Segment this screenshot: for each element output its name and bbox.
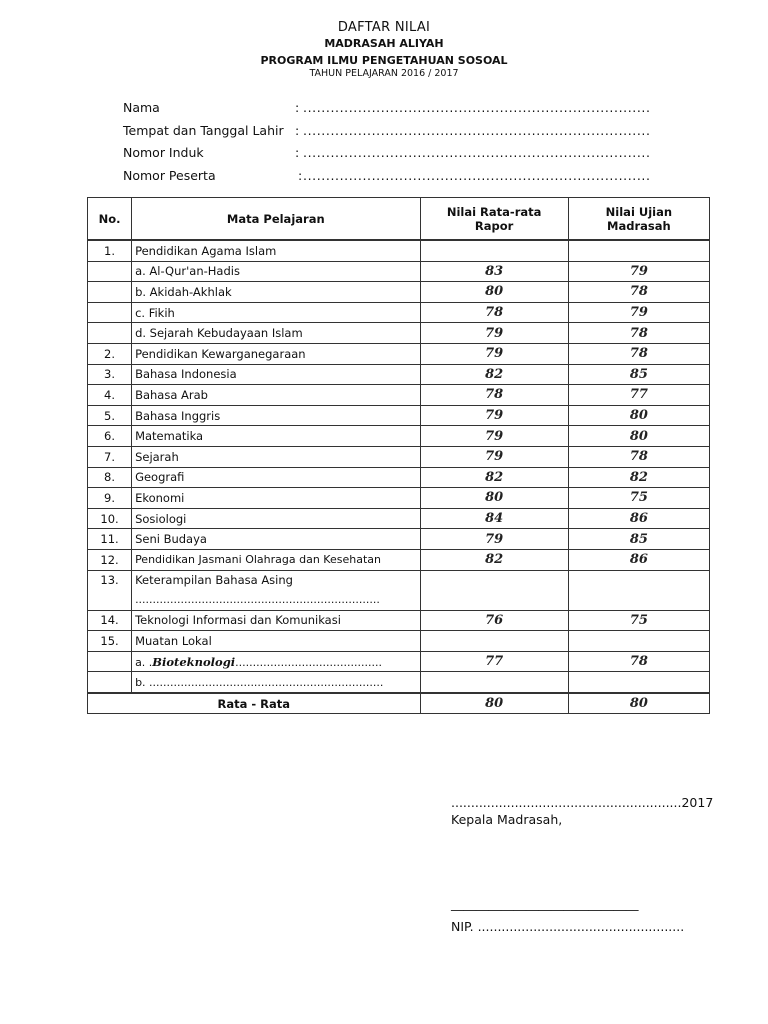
- info-blank: ............................................................................: [303, 122, 651, 138]
- table-row: [88, 549, 710, 570]
- signature-name-line: ______________________________: [451, 896, 639, 911]
- row-rapor: 84: [420, 508, 568, 529]
- row-rapor: [420, 570, 568, 590]
- row-rapor: 82: [420, 467, 568, 488]
- row-no: [88, 302, 132, 323]
- table-row: [88, 302, 710, 323]
- header-rapor-line2: Rapor: [474, 218, 514, 233]
- table-row: [88, 343, 710, 364]
- row-no: 11.: [88, 529, 132, 550]
- row-ujian: [568, 570, 709, 590]
- info-colon: :: [295, 145, 300, 160]
- row-ujian: [568, 631, 709, 652]
- average-rapor: 80: [420, 693, 568, 714]
- row-no: 8.: [88, 467, 132, 488]
- school-name: MADRASAH ALIYAH: [324, 37, 444, 50]
- row-ujian: 79: [568, 261, 709, 282]
- table-row: [88, 570, 710, 590]
- row-subject: Pendidikan Kewarganegaraan: [132, 343, 420, 364]
- row-ujian: 78: [568, 323, 709, 344]
- info-colon: :: [298, 167, 303, 183]
- row-no: 3.: [88, 364, 132, 385]
- row-rapor: 78: [420, 302, 568, 323]
- row-rapor: 78: [420, 385, 568, 406]
- info-label: Nomor Induk: [123, 145, 204, 160]
- header-rapor-line1: Nilai Rata-rata: [446, 204, 542, 219]
- header-no: No.: [88, 198, 132, 241]
- signature-title: Kepala Madrasah,: [451, 812, 563, 827]
- row-subject: Sejarah: [132, 446, 420, 467]
- info-label: Nomor Peserta: [123, 167, 216, 183]
- row-ujian: 78: [568, 343, 709, 364]
- row-subject: Ekonomi: [132, 488, 420, 509]
- average-ujian: 80: [568, 693, 709, 714]
- row-subject: [132, 651, 420, 672]
- row-no: 5.: [88, 405, 132, 426]
- row-subject: Muatan Lokal: [132, 631, 420, 652]
- table-row: [88, 467, 710, 488]
- row-rapor: 79: [420, 426, 568, 447]
- info-blank: ............................................................................: [303, 145, 651, 160]
- table-row: [88, 426, 710, 447]
- row-subject: Geografi: [132, 467, 420, 488]
- row-subject: Seni Budaya: [132, 529, 420, 550]
- info-label: Nama: [123, 100, 160, 115]
- row-subject-handwritten: Bioteknologi: [152, 654, 236, 669]
- row-rapor: 79: [420, 446, 568, 467]
- info-label: Tempat dan Tanggal Lahir: [123, 122, 284, 138]
- row-no: [88, 651, 132, 672]
- row-ujian: 86: [568, 508, 709, 529]
- row-subject: Pendidikan Agama Islam: [132, 240, 420, 261]
- row-subject: d. Sejarah Kebudayaan Islam: [132, 323, 420, 344]
- row-ujian: 75: [568, 610, 709, 631]
- row-no: 14.: [88, 610, 132, 631]
- header-ujian-line2: Madrasah: [607, 218, 671, 233]
- row-subject: Keterampilan Bahasa Asing: [132, 570, 420, 590]
- row-rapor: [420, 631, 568, 652]
- row-ujian: 85: [568, 364, 709, 385]
- row-subject-suffix: ..........................................: [235, 655, 382, 669]
- table-header-row: [88, 198, 710, 241]
- row-rapor: 83: [420, 261, 568, 282]
- row-rapor: 77: [420, 651, 568, 672]
- row-ujian: 78: [568, 282, 709, 303]
- table-row: [88, 282, 710, 303]
- header-ujian: [568, 198, 709, 241]
- row-subject: b. ...................................................................: [132, 672, 420, 693]
- table-row: [88, 508, 710, 529]
- row-rapor: 79: [420, 323, 568, 344]
- row-subject: Bahasa Arab: [132, 385, 420, 406]
- row-subject: b. Akidah-Akhlak: [132, 282, 420, 303]
- row-no: 6.: [88, 426, 132, 447]
- table-row: [88, 385, 710, 406]
- grades-table: [87, 197, 710, 714]
- row-ujian: 78: [568, 651, 709, 672]
- header-rapor: [420, 198, 568, 241]
- row-ujian: 85: [568, 529, 709, 550]
- info-blank: ............................................................................: [303, 167, 651, 183]
- table-row: [88, 631, 710, 652]
- row-subject: a. Al-Qur'an-Hadis: [132, 261, 420, 282]
- row-no: 10.: [88, 508, 132, 529]
- table-row: [88, 261, 710, 282]
- row-ujian: 75: [568, 488, 709, 509]
- row-rapor: [420, 672, 568, 693]
- row-rapor: 80: [420, 488, 568, 509]
- signature-nip: NIP. ....................................................: [451, 919, 685, 934]
- table-row: [88, 672, 710, 693]
- row-no: 9.: [88, 488, 132, 509]
- table-row: [88, 446, 710, 467]
- row-ujian: 80: [568, 426, 709, 447]
- row-no: [88, 590, 132, 610]
- row-ujian: [568, 672, 709, 693]
- info-colon: :: [295, 122, 300, 138]
- row-no: 7.: [88, 446, 132, 467]
- row-rapor: 79: [420, 529, 568, 550]
- row-subject: Teknologi Informasi dan Komunikasi: [132, 610, 420, 631]
- average-row: [88, 693, 710, 714]
- row-subject: Matematika: [132, 426, 420, 447]
- row-no: [88, 282, 132, 303]
- document-title: DAFTAR NILAI: [337, 20, 431, 35]
- row-no: 1.: [88, 240, 132, 261]
- row-ujian: 82: [568, 467, 709, 488]
- row-subject: Bahasa Indonesia: [132, 364, 420, 385]
- row-ujian: 80: [568, 405, 709, 426]
- row-subject: Pendidikan Jasmani Olahraga dan Kesehatan: [132, 549, 420, 570]
- row-subject-prefix: a. .: [135, 655, 153, 669]
- row-rapor: 80: [420, 282, 568, 303]
- signature-date-line: ..........................................................2017: [451, 795, 714, 810]
- row-subject-blank: ......................................................................: [132, 590, 420, 610]
- program-name: PROGRAM ILMU PENGETAHUAN SOSOAL: [260, 54, 508, 67]
- row-no: [88, 672, 132, 693]
- info-blank: ............................................................................: [303, 100, 651, 115]
- row-subject: Sosiologi: [132, 508, 420, 529]
- table-row: [88, 610, 710, 631]
- row-no: 2.: [88, 343, 132, 364]
- table-row: [88, 488, 710, 509]
- row-rapor: 76: [420, 610, 568, 631]
- row-rapor: 82: [420, 549, 568, 570]
- table-row: [88, 240, 710, 261]
- table-row: [88, 323, 710, 344]
- table-row: [88, 529, 710, 550]
- table-row: [88, 590, 710, 610]
- row-ujian: 79: [568, 302, 709, 323]
- row-rapor: 82: [420, 364, 568, 385]
- row-no: 13.: [88, 570, 132, 590]
- row-subject: Bahasa Inggris: [132, 405, 420, 426]
- row-subject: c. Fikih: [132, 302, 420, 323]
- row-rapor: 79: [420, 343, 568, 364]
- row-no: 4.: [88, 385, 132, 406]
- row-rapor: [420, 240, 568, 261]
- row-no: [88, 261, 132, 282]
- row-ujian: 86: [568, 549, 709, 570]
- row-rapor: [420, 590, 568, 610]
- average-label: Rata - Rata: [88, 693, 421, 714]
- row-no: 12.: [88, 549, 132, 570]
- row-no: 15.: [88, 631, 132, 652]
- row-ujian: 77: [568, 385, 709, 406]
- header-subject: Mata Pelajaran: [132, 198, 420, 241]
- row-ujian: [568, 590, 709, 610]
- info-colon: :: [295, 100, 300, 115]
- row-ujian: 78: [568, 446, 709, 467]
- row-rapor: 79: [420, 405, 568, 426]
- table-row: [88, 405, 710, 426]
- header-ujian-line1: Nilai Ujian: [605, 204, 673, 219]
- row-ujian: [568, 240, 709, 261]
- row-no: [88, 323, 132, 344]
- table-row: [88, 364, 710, 385]
- table-row: [88, 651, 710, 672]
- academic-year: TAHUN PELAJARAN 2016 / 2017: [309, 68, 459, 79]
